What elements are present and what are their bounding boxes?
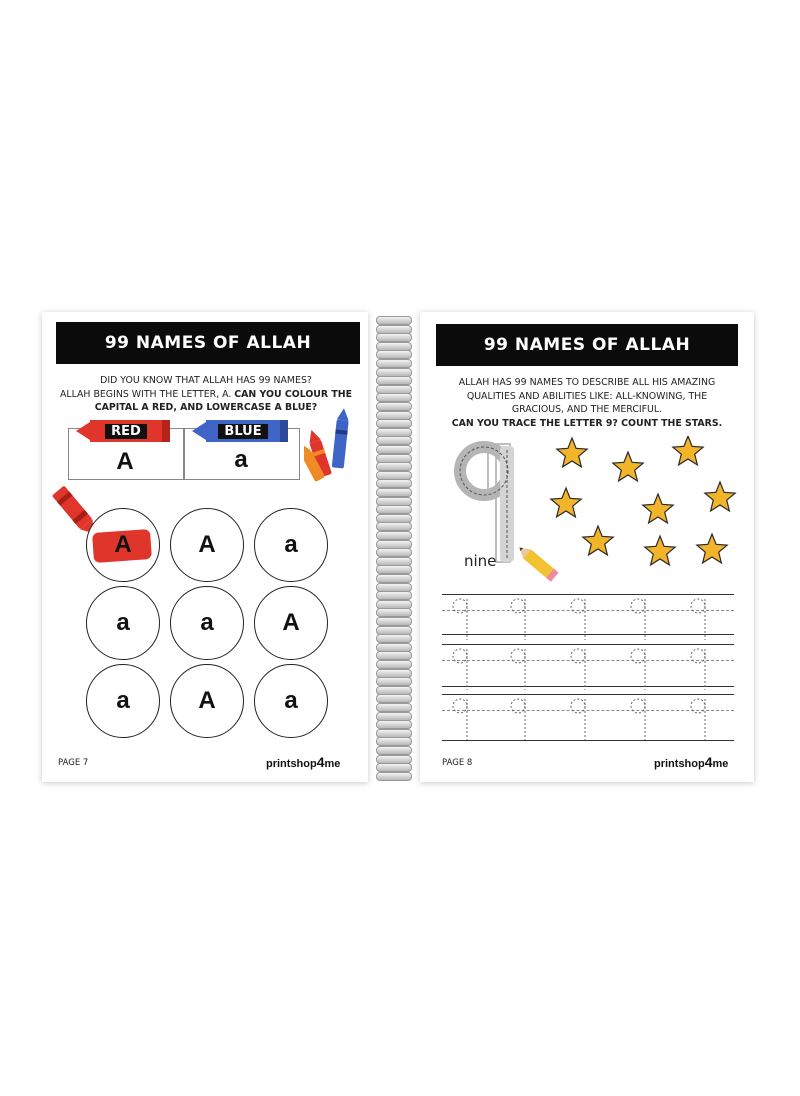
page-title-banner	[436, 324, 738, 366]
spiral-ring	[376, 505, 412, 514]
spiral-binding	[370, 314, 416, 784]
star-icon	[673, 436, 703, 465]
trace-nine-guide[interactable]	[453, 599, 467, 640]
brand-logo: printshop4me	[654, 754, 729, 770]
trace-nine-guide[interactable]	[511, 649, 525, 690]
crayon-tip-icon	[192, 420, 206, 442]
spiral-ring	[376, 677, 412, 686]
blue-box-letter: a	[234, 446, 248, 473]
letter-circle[interactable]: a	[170, 586, 244, 660]
spiral-ring	[376, 462, 412, 471]
tracing-practice-rows[interactable]	[442, 592, 734, 742]
letter-circle[interactable]: A	[86, 508, 160, 582]
star-icon	[643, 494, 673, 523]
spiral-ring	[376, 617, 412, 626]
spiral-ring	[376, 488, 412, 497]
letter-circle[interactable]: a	[254, 508, 328, 582]
instruction-line-2: ALLAH BEGINS WITH THE LETTER, A. CAN YOU COLOUR THE	[59, 388, 353, 400]
spiral-ring	[376, 634, 412, 643]
instruction-line-2: QUALITIES AND ABILITIES LIKE: ALL-KNOWING, THE	[466, 390, 708, 402]
instruction-line-3: CAPITAL A RED, AND LOWERCASE A BLUE?	[94, 402, 318, 413]
letter-circle[interactable]: A	[254, 586, 328, 660]
spiral-ring	[376, 772, 412, 781]
spiral-ring	[376, 316, 412, 325]
spiral-ring	[376, 359, 412, 368]
spiral-ring	[376, 720, 412, 729]
spiral-ring	[376, 333, 412, 342]
spiral-ring	[376, 445, 412, 454]
letter-circle[interactable]: A	[170, 508, 244, 582]
red-crayon-label	[76, 420, 170, 442]
page-title-banner	[56, 322, 360, 364]
blue-crayon-label	[192, 420, 288, 442]
instruction-line-4: CAN YOU TRACE THE LETTER 9? COUNT THE STARS.	[451, 417, 723, 429]
star-icon	[645, 536, 675, 565]
trace-nine-guide[interactable]	[511, 699, 525, 740]
spiral-ring	[376, 746, 412, 755]
star-icon	[551, 488, 581, 517]
trace-nine-guide[interactable]	[571, 699, 585, 740]
stars-group	[540, 436, 744, 576]
page-number: PAGE 7	[58, 758, 89, 768]
left-page	[42, 312, 368, 782]
spiral-ring	[376, 703, 412, 712]
trace-nine-guide[interactable]	[691, 649, 705, 690]
right-page	[420, 312, 754, 782]
trace-nine-guide[interactable]	[571, 599, 585, 640]
crayons-icon	[304, 406, 354, 486]
spiral-ring	[376, 548, 412, 557]
brand-logo: printshop4me	[266, 754, 341, 770]
instruction-line-1: DID YOU KNOW THAT ALLAH HAS 99 NAMES?	[100, 375, 312, 386]
spiral-ring	[376, 591, 412, 600]
star-icon	[613, 452, 643, 481]
page-title: 99 NAMES OF ALLAH	[483, 335, 691, 355]
instructions	[434, 376, 740, 430]
spiral-ring	[376, 763, 412, 772]
letter-circle[interactable]: a	[86, 586, 160, 660]
spiral-ring	[376, 376, 412, 385]
trace-nine-guide[interactable]	[631, 599, 645, 640]
instruction-line-1: ALLAH HAS 99 NAMES TO DESCRIBE ALL HIS AMAZING	[458, 377, 716, 388]
red-label: RED	[105, 424, 147, 439]
page-title: 99 NAMES OF ALLAH	[104, 333, 312, 353]
trace-nine-guide[interactable]	[511, 599, 525, 640]
letter-circle[interactable]: A	[170, 664, 244, 738]
star-icon	[697, 534, 727, 563]
star-icon	[557, 438, 587, 467]
trace-nine-guide[interactable]	[571, 649, 585, 690]
spiral-ring	[376, 531, 412, 540]
instruction-line-3: GRACIOUS, AND THE MERCIFUL.	[511, 404, 663, 415]
star-icon	[583, 526, 613, 555]
trace-nine-guide[interactable]	[631, 649, 645, 690]
letter-circle[interactable]: a	[254, 664, 328, 738]
crayon-tip-icon	[76, 420, 90, 442]
trace-nine-guide[interactable]	[453, 649, 467, 690]
trace-nine-guide[interactable]	[453, 699, 467, 740]
number-word: nine	[464, 552, 497, 570]
page-number: PAGE 8	[442, 758, 473, 768]
star-icon	[705, 482, 735, 511]
trace-nine-guide[interactable]	[691, 699, 705, 740]
red-box-letter: A	[116, 448, 134, 475]
spiral-ring	[376, 402, 412, 411]
spiral-ring	[376, 660, 412, 669]
spiral-ring	[376, 419, 412, 428]
blue-label: BLUE	[218, 424, 267, 439]
letter-circle[interactable]: a	[86, 664, 160, 738]
trace-nine-guide[interactable]	[691, 599, 705, 640]
spiral-ring	[376, 574, 412, 583]
trace-nine-guide[interactable]	[631, 699, 645, 740]
